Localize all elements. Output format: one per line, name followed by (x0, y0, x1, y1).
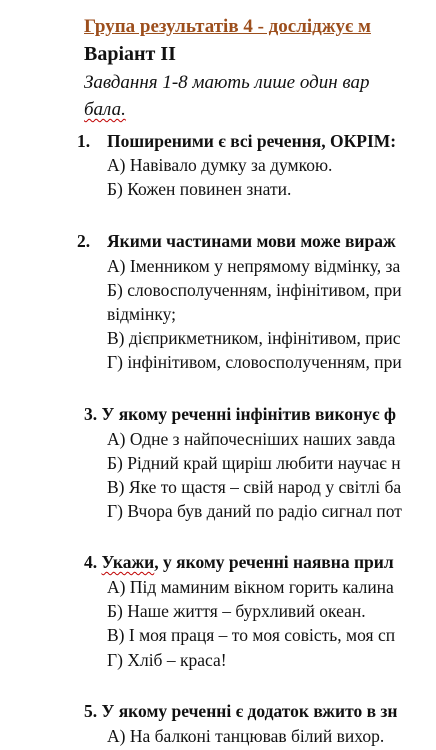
q1-option-b: Б) Кожен повинен знати. (107, 179, 292, 199)
question-number: 5. (84, 701, 98, 721)
q1-option-a: А) Навівало думку за думкою. (107, 155, 333, 175)
q2-option-c: В) дієприкметником, інфінітивом, прис (107, 328, 401, 348)
instruction-line-1: Завдання 1-8 мають лише один вар (84, 72, 370, 93)
q2-option-d: Г) інфінітивом, словосполученням, при (107, 352, 402, 372)
group-heading: Група результатів 4 - досліджує м (84, 16, 371, 37)
q3-option-c: В) Яке то щастя – свій народ у світлі ба (107, 477, 402, 497)
q2-option-b: Б) словосполученням, інфінітивом, при (107, 280, 402, 300)
question-4 (84, 551, 394, 573)
variant-title: Варіант ІІ (84, 43, 176, 65)
q4-option-b: Б) Наше життя – бурхливий океан. (107, 601, 366, 621)
q3-option-a: А) Одне з найпочесніших наших завда (107, 429, 396, 449)
q2-option-a: А) Іменником у непрямому відмінку, за (107, 256, 401, 276)
q3-option-d: Г) Вчора був даний по радіо сигнал пот (107, 501, 402, 521)
q4-option-c: В) І моя праця – то моя совість, моя сп (107, 625, 396, 645)
instruction-line-2: бала. (84, 99, 126, 120)
q5-option-a: А) На балконі танцював білий вихор. (107, 726, 385, 746)
question-text: Якими частинами мови може вираж (107, 231, 396, 251)
q4-option-a: А) Під маминим вікном горить калина (107, 577, 394, 597)
question-number: 4. (84, 552, 98, 572)
question-number: 1. (77, 131, 91, 151)
q4-option-d: Г) Хліб – краса! (107, 650, 227, 670)
question-text: Поширеними є всі речення, ОКРІМ: (107, 131, 397, 151)
question-5 (84, 700, 398, 722)
question-number: 3. (84, 404, 98, 424)
question-text: У якому реченні є додаток вжито в зн (101, 701, 398, 721)
question-text: , у якому реченні наявна прил (154, 552, 394, 572)
question-2 (77, 230, 396, 252)
question-3 (84, 403, 396, 425)
q3-option-b: Б) Рідний край щиріш любити научає н (107, 453, 401, 473)
q2-option-b-cont: відмінку; (107, 304, 176, 324)
question-text: У якому реченні інфінітив виконує ф (101, 404, 396, 424)
question-keyword: Укажи (101, 552, 155, 572)
question-number: 2. (77, 231, 91, 251)
question-1 (77, 130, 396, 152)
